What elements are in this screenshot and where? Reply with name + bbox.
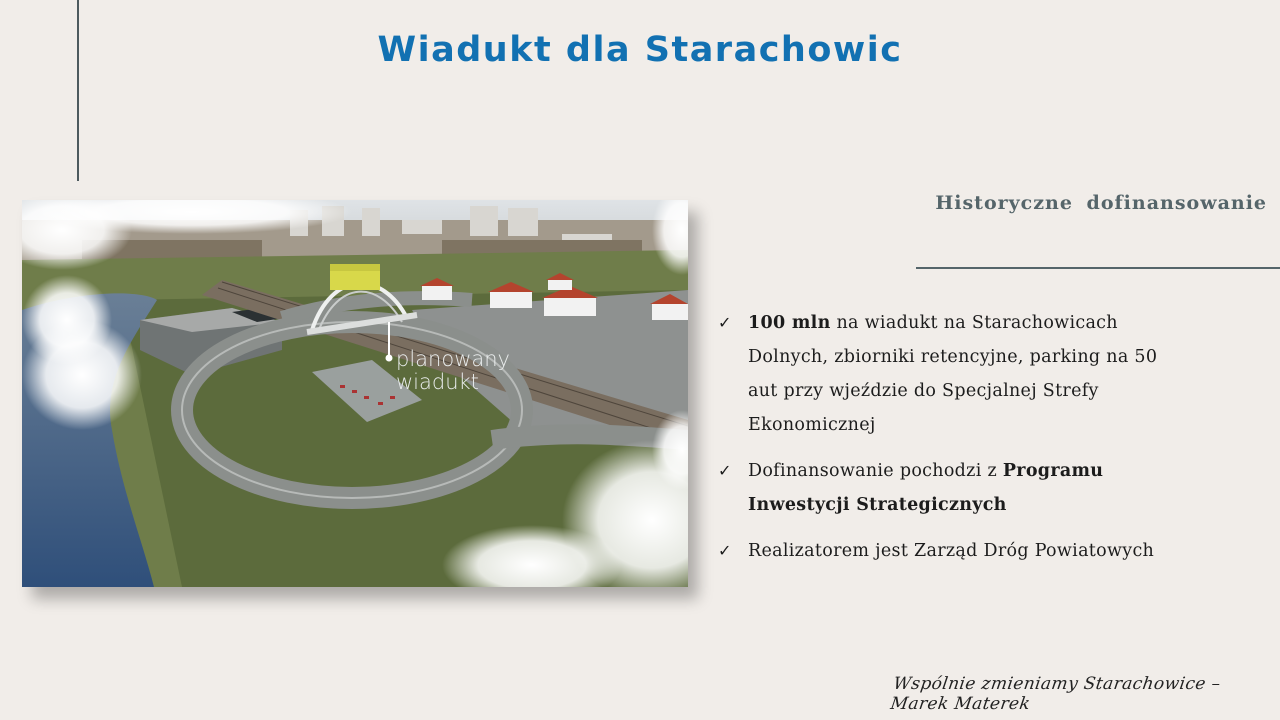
- check-icon: ✓: [718, 313, 732, 332]
- decorative-vertical-line: [77, 0, 79, 181]
- slide-subtitle: Historyczne dofinansowanie: [935, 192, 1267, 214]
- check-icon: ✓: [718, 541, 732, 560]
- subtitle-underline: [916, 267, 1280, 269]
- bullet-item: ✓ Dofinansowanie pochodzi z Programu Inwestycji Strategicznych: [718, 454, 1188, 522]
- viaduct-label-line1: planowany: [396, 347, 510, 371]
- viaduct-label-line2: wiadukt: [396, 370, 479, 394]
- check-icon: ✓: [718, 461, 732, 480]
- footer-signature: Wspólnie zmieniamy Starachowice – Marek Materek: [889, 674, 1222, 714]
- bullet-item: ✓ 100 mln na wiadukt na Starachowicach Dolnych, zbiorniki retencyjne, parking na 50 aut przy wjeździe do Specjalnej Strefy Ekonomicznej: [718, 306, 1188, 442]
- viaduct-rendering-image: [22, 200, 688, 587]
- bullet-item: ✓ Realizatorem jest Zarząd Dróg Powiatowych: [718, 534, 1188, 568]
- bullet-list: [718, 306, 1188, 580]
- slide-title: Wiadukt dla Starachowic: [377, 30, 903, 70]
